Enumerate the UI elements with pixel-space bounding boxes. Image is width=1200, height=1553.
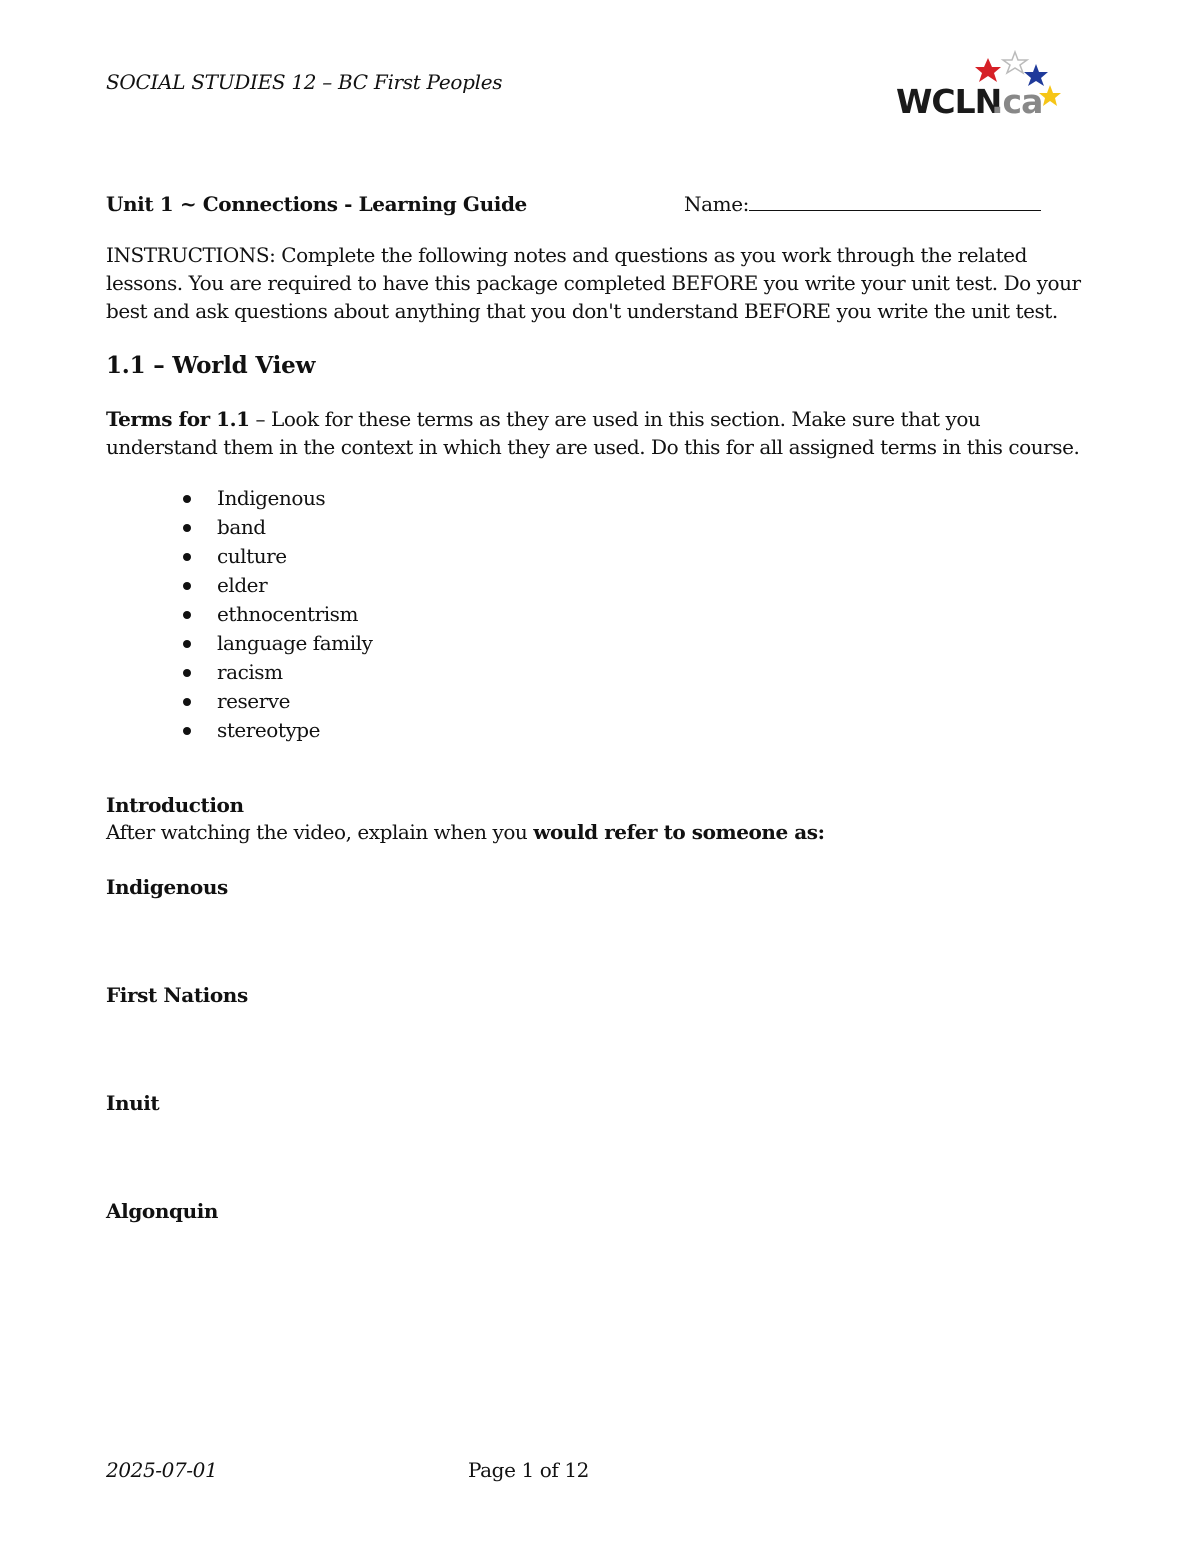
question-algonquin: Algonquin (106, 1199, 219, 1223)
section-heading: 1.1 – World View (106, 352, 316, 379)
terms-paragraph (106, 405, 1096, 461)
name-label: Name: (684, 192, 749, 216)
list-item: band (180, 513, 372, 542)
bullet-icon (183, 524, 191, 532)
instructions-paragraph: INSTRUCTIONS: Complete the following notes and questions as you work through the related lessons. You are required to have this package completed BEFORE you write your unit test. Do your best and ask questions about anything that you don't understand BEFORE you write the unit test. (106, 243, 1081, 323)
question-inuit: Inuit (106, 1091, 160, 1115)
terms-label: Terms for 1.1 (106, 407, 250, 431)
footer-date: 2025-07-01 (106, 1458, 218, 1482)
terms-text: – Look for these terms as they are used in this section. Make sure that you understand them in the context in which they are used. Do this for all assigned terms in this course. (106, 407, 1080, 459)
list-item: Indigenous (180, 484, 372, 513)
terms-list (180, 484, 372, 745)
red-star-icon (975, 58, 1001, 82)
list-item: stereotype (180, 716, 372, 745)
bullet-icon (183, 698, 191, 706)
bullet-icon (183, 495, 191, 503)
list-item: racism (180, 658, 372, 687)
introduction-text: After watching the video, explain when you would refer to someone as: (106, 820, 825, 844)
list-item: culture (180, 542, 372, 571)
outline-star-icon (1003, 52, 1027, 73)
question-indigenous: Indigenous (106, 875, 228, 899)
introduction-heading: Introduction (106, 793, 244, 817)
question-first-nations: First Nations (106, 983, 248, 1007)
unit-title: Unit 1 ~ Connections - Learning Guide (106, 192, 527, 216)
logo-wordmark: WCLN (896, 82, 1002, 121)
bullet-icon (183, 669, 191, 677)
name-field[interactable] (684, 192, 1041, 216)
bullet-icon (183, 727, 191, 735)
bullet-icon (183, 611, 191, 619)
list-item: reserve (180, 687, 372, 716)
name-blank-line[interactable] (749, 192, 1041, 211)
bullet-icon (183, 640, 191, 648)
bullet-icon (183, 582, 191, 590)
list-item: language family (180, 629, 372, 658)
page-number: Page 1 of 12 (468, 1458, 590, 1482)
list-item: ethnocentrism (180, 600, 372, 629)
course-title: SOCIAL STUDIES 12 – BC First Peoples (106, 70, 503, 94)
wcln-logo (893, 50, 1063, 122)
bullet-icon (183, 553, 191, 561)
list-item: elder (180, 571, 372, 600)
logo-domain: .ca (991, 82, 1043, 121)
